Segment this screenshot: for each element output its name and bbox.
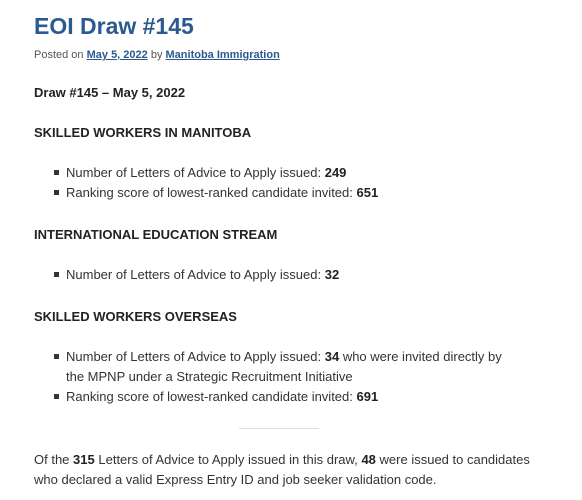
- list-item: [34, 347, 514, 387]
- post-date-link[interactable]: May 5, 2022: [86, 49, 148, 61]
- bullet-icon: [54, 394, 59, 399]
- item-text: Number of Letters of Advice to Apply issued:: [66, 267, 322, 282]
- section-heading-skilled-workers-manitoba: SKILLED WORKERS IN MANITOBA: [34, 125, 252, 140]
- list-item: [34, 163, 554, 183]
- meta-prefix: Posted on: [34, 49, 84, 61]
- post-meta: [34, 48, 280, 62]
- item-value: 249: [324, 165, 347, 180]
- bullet-icon: [54, 190, 59, 195]
- list-international-education: [34, 265, 554, 285]
- item-suffix: who were invited directly by the MPNP under a Strategic Recruitment Initiative: [66, 349, 502, 384]
- summary-part2: Letters of Advice to Apply issued in this draw,: [98, 452, 358, 467]
- item-text: Number of Letters of Advice to Apply issued:: [66, 349, 322, 364]
- item-value: 34: [324, 349, 340, 364]
- list-item: [34, 387, 514, 407]
- item-text: Ranking score of lowest-ranked candidate invited:: [66, 185, 353, 200]
- section-heading-international-education: INTERNATIONAL EDUCATION STREAM: [34, 227, 278, 242]
- list-item: [34, 183, 554, 203]
- post-title: EOI Draw #145: [34, 13, 194, 39]
- summary-part3: were issued to candidates who declared a valid Express Entry ID and job seeker validation code.: [34, 452, 530, 487]
- summary-part1: Of the: [34, 452, 70, 467]
- summary-ee-count: 48: [361, 452, 376, 467]
- bullet-icon: [54, 272, 59, 277]
- draw-heading: Draw #145 – May 5, 2022: [34, 85, 186, 100]
- bullet-icon: [54, 354, 59, 359]
- item-text: Ranking score of lowest-ranked candidate invited:: [66, 389, 353, 404]
- item-value: 691: [356, 389, 379, 404]
- list-skilled-workers-manitoba: [34, 163, 554, 203]
- bullet-icon: [54, 170, 59, 175]
- summary-total: 315: [73, 452, 95, 467]
- author-link[interactable]: Manitoba Immigration: [165, 49, 280, 61]
- item-value: 651: [356, 185, 379, 200]
- summary-paragraph: [34, 450, 534, 490]
- item-value: 32: [324, 267, 340, 282]
- meta-by: by: [150, 49, 163, 61]
- section-heading-skilled-workers-overseas: SKILLED WORKERS OVERSEAS: [34, 309, 237, 324]
- list-skilled-workers-overseas: [34, 347, 514, 407]
- item-text: Number of Letters of Advice to Apply issued:: [66, 165, 322, 180]
- divider: [239, 428, 319, 429]
- list-item: [34, 265, 554, 285]
